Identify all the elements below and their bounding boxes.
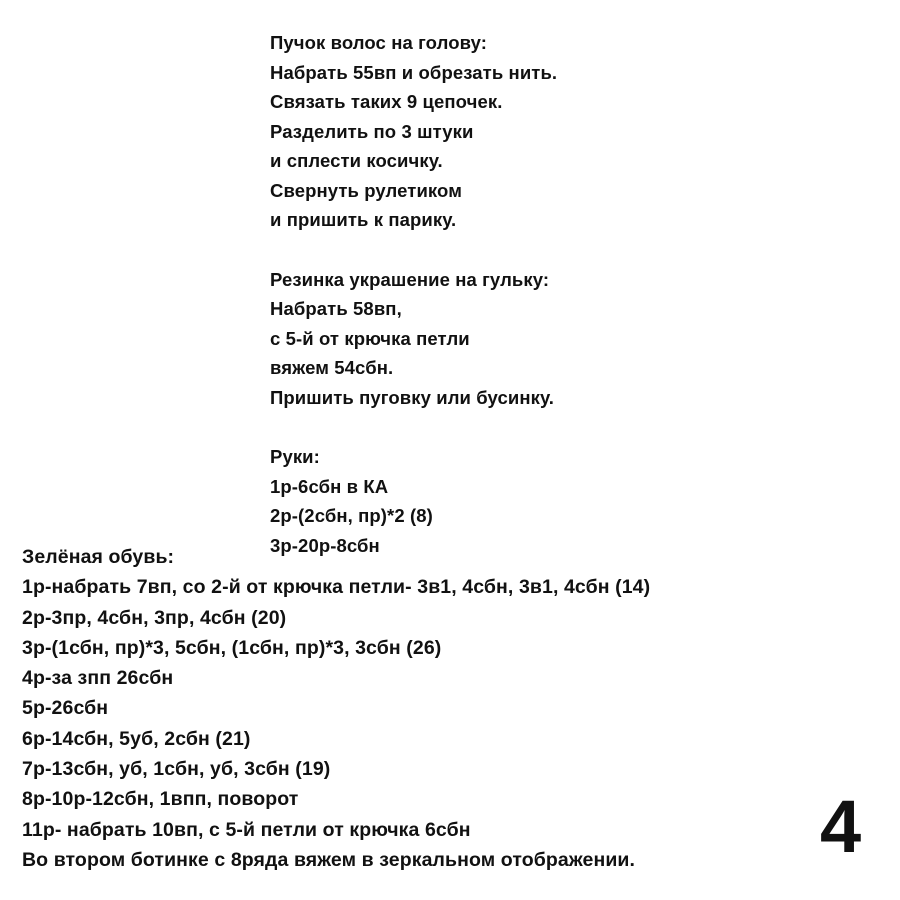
arms-heading: Руки: bbox=[270, 446, 320, 467]
elastic-section bbox=[270, 265, 870, 413]
section-spacer bbox=[270, 235, 870, 265]
shoes-step: 5р-26сбн bbox=[22, 697, 109, 720]
shoes-step: 4р-за зпп 26сбн bbox=[22, 667, 174, 690]
page-number: 4 bbox=[820, 785, 862, 868]
elastic-step: Набрать 58вп, bbox=[270, 298, 402, 319]
elastic-step: Пришить пуговку или бусинку. bbox=[270, 386, 554, 408]
hair-bun-step: Связать таких 9 цепочек. bbox=[270, 91, 503, 112]
shoes-step: 3р-(1сбн, пр)*3, 5сбн, (1сбн, пр)*3, 3сбн (26) bbox=[22, 636, 442, 659]
hair-bun-step: Разделить по 3 штуки bbox=[270, 120, 474, 142]
upper-instructions bbox=[270, 28, 870, 560]
hair-bun-step: и пришить к парику. bbox=[270, 209, 457, 230]
hair-bun-step: Набрать 55вп и обрезать нить. bbox=[270, 61, 558, 83]
hair-bun-heading: Пучок волос на голову: bbox=[270, 32, 488, 53]
shoes-step: 11р- набрать 10вп, с 5-й петли от крючка 6сбн bbox=[22, 818, 471, 841]
shoes-section bbox=[22, 542, 882, 875]
shoes-step: 2р-3пр, 4сбн, 3пр, 4сбн (20) bbox=[22, 606, 287, 629]
hair-bun-section bbox=[270, 28, 870, 235]
shoes-step: 8р-10р-12сбн, 1впп, поворот bbox=[22, 788, 299, 811]
shoes-note: Во втором ботинке с 8ряда вяжем в зеркальном отображении. bbox=[22, 848, 636, 871]
section-spacer bbox=[270, 412, 870, 442]
hair-bun-step: Свернуть рулетиком bbox=[270, 179, 462, 201]
shoes-step: 1р-набрать 7вп, со 2-й от крючка петли- 3в1, 4сбн, 3в1, 4сбн (14) bbox=[22, 576, 651, 599]
elastic-step: с 5-й от крючка петли bbox=[270, 327, 470, 349]
arms-step: 1р-6сбн в КА bbox=[270, 475, 389, 497]
shoes-step: 7р-13сбн, уб, 1сбн, уб, 3сбн (19) bbox=[22, 758, 331, 781]
arms-step: 2р-(2сбн, пр)*2 (8) bbox=[270, 505, 433, 526]
elastic-step: вяжем 54сбн. bbox=[270, 357, 394, 378]
elastic-heading: Резинка украшение на гульку: bbox=[270, 268, 550, 290]
hair-bun-step: и сплести косичку. bbox=[270, 150, 443, 171]
shoes-step: 6р-14сбн, 5уб, 2сбн (21) bbox=[22, 727, 251, 750]
arms-step: 3р-20р-8сбн bbox=[270, 534, 380, 556]
shoes-heading: Зелёная обувь: bbox=[22, 546, 175, 568]
